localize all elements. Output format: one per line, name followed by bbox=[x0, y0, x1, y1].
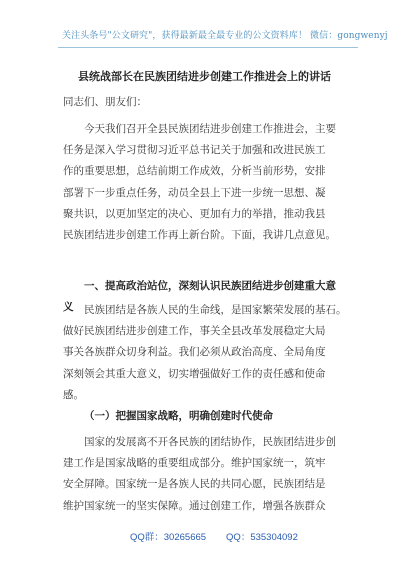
paragraph-line: 民族团结进步创建工作再上新台阶。下面，我讲几点意见。 bbox=[63, 228, 336, 241]
footer-contact bbox=[130, 532, 318, 544]
paragraph-line: 民族团结是各族人民的生命线，是国家繁荣发展的基石。 bbox=[84, 304, 347, 316]
paragraph-line: 建工作是国家战略的重要组成部分。维护国家统一，筑牢 bbox=[63, 457, 326, 470]
paragraph-line: 国家的发展离不开各民族的团结协作，民族团结进步创 bbox=[84, 436, 336, 448]
document-title: 县统战部长在民族团结进步创建工作推进会上的讲话 bbox=[78, 70, 331, 83]
paragraph-line: 作的重要思想，总结前期工作成效，分析当前形势，安排 bbox=[63, 165, 326, 178]
footer-qq-group: QQ群：30265665 bbox=[130, 532, 207, 543]
paragraph-line: 感。 bbox=[63, 388, 84, 401]
header-banner: 关注头条号"公文研究"，获得最新最全最专业的公文资料库！ 微信：gongwenyj bbox=[62, 31, 388, 41]
subsection-heading: （一）把握国家战略，明确创建时代使命 bbox=[84, 410, 273, 422]
footer-qq-number: QQ：535304092 bbox=[226, 532, 298, 543]
heading-line: 义 bbox=[63, 301, 74, 313]
heading-line: 一、提高政治站位，深刻认识民族团结进步创建重大意 bbox=[84, 280, 336, 292]
paragraph-line: 任务是深入学习贯彻习近平总书记关于加强和改进民族工 bbox=[63, 144, 326, 157]
intro-paragraph bbox=[63, 119, 353, 246]
paragraph-line: 安全屏障。国家统一是各族人民的共同心愿，民族团结是 bbox=[63, 478, 326, 491]
salutation: 同志们、朋友们： bbox=[63, 96, 147, 108]
section-paragraph bbox=[63, 300, 353, 406]
paragraph-line: 深刻领会其重大意义，切实增强做好工作的责任感和使命 bbox=[63, 367, 326, 380]
paragraph-line: 事关各族群众切身利益。我们必须从政治高度、全局角度 bbox=[63, 346, 326, 359]
paragraph-line: 今天我们召开全县民族团结进步创建工作推进会，主要 bbox=[84, 123, 336, 135]
paragraph-line: 做好民族团结进步创建工作，事关全县改革发展稳定大局 bbox=[63, 325, 326, 338]
paragraph-line: 聚共识，以更加坚定的决心、更加有力的举措，推动我县 bbox=[63, 207, 326, 220]
paragraph-line: 维护国家统一的坚实保障。通过创建工作，增强各族群众 bbox=[63, 499, 326, 512]
header-divider bbox=[58, 47, 358, 48]
paragraph-line: 部署下一步重点任务，动员全县上下进一步统一思想、凝 bbox=[63, 186, 326, 199]
subsection-paragraph bbox=[63, 432, 353, 517]
